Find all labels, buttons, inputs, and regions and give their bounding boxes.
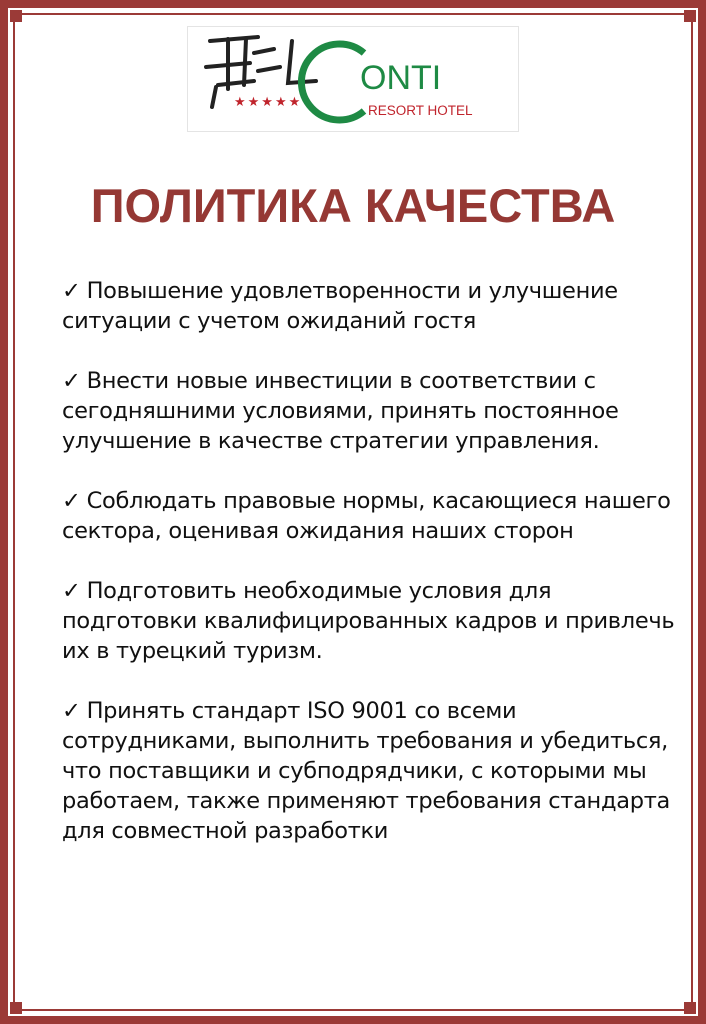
frame-top-bar — [0, 0, 706, 8]
page-title: ПОЛИТИКА КАЧЕСТВА — [90, 179, 616, 232]
frame-right-bar — [698, 0, 706, 1024]
checkmark-icon: ✓ — [62, 368, 81, 394]
frame-corner-bl — [10, 1002, 22, 1014]
frame-corner-tr — [684, 10, 696, 22]
list-item-text: Внести новые инвестиции в соответствии с сегодняшними условиями, принять постоянное улучшение в качестве стратегии управления. — [62, 368, 619, 454]
checkmark-icon: ✓ — [62, 278, 81, 304]
checkmark-icon: ✓ — [62, 698, 81, 724]
checkmark-icon: ✓ — [62, 578, 81, 604]
frame-inner-bottom — [14, 1009, 692, 1011]
logo-stars: ★★★★★ — [234, 95, 303, 110]
list-item-text: Соблюдать правовые нормы, касающиеся нашего сектора, оценивая ожидания наших сторон — [62, 488, 671, 544]
list-item — [62, 696, 682, 846]
hotel-logo — [187, 26, 519, 132]
frame-corner-br — [684, 1002, 696, 1014]
logo-name-right: ONTI — [360, 59, 442, 97]
list-item — [62, 486, 682, 546]
logo-subtitle: RESORT HOTEL — [368, 103, 473, 118]
policy-list — [62, 276, 682, 876]
list-item — [62, 276, 682, 336]
frame-inner-left — [13, 14, 15, 1010]
frame-corner-tl — [10, 10, 22, 22]
frame-inner-top — [14, 13, 692, 15]
checkmark-icon: ✓ — [62, 488, 81, 514]
list-item-text: Подготовить необходимые условия для подготовки квалифицированных кадров и привлечь их в турецкий туризм. — [62, 578, 675, 664]
logo-graphic — [188, 27, 518, 131]
list-item — [62, 576, 682, 666]
frame-left-bar — [0, 0, 8, 1024]
list-item-text: Принять стандарт ISO 9001 со всеми сотрудниками, выполнить требования и убедиться, что поставщики и субподрядчики, с которыми мы работаем, также применяют требования стандарта для совместной разработки — [62, 698, 670, 844]
frame-bottom-bar — [0, 1016, 706, 1024]
list-item-text: Повышение удовлетворенности и улучшение ситуации с учетом ожиданий гостя — [62, 278, 618, 334]
frame-inner-right — [691, 14, 693, 1010]
list-item — [62, 366, 682, 456]
